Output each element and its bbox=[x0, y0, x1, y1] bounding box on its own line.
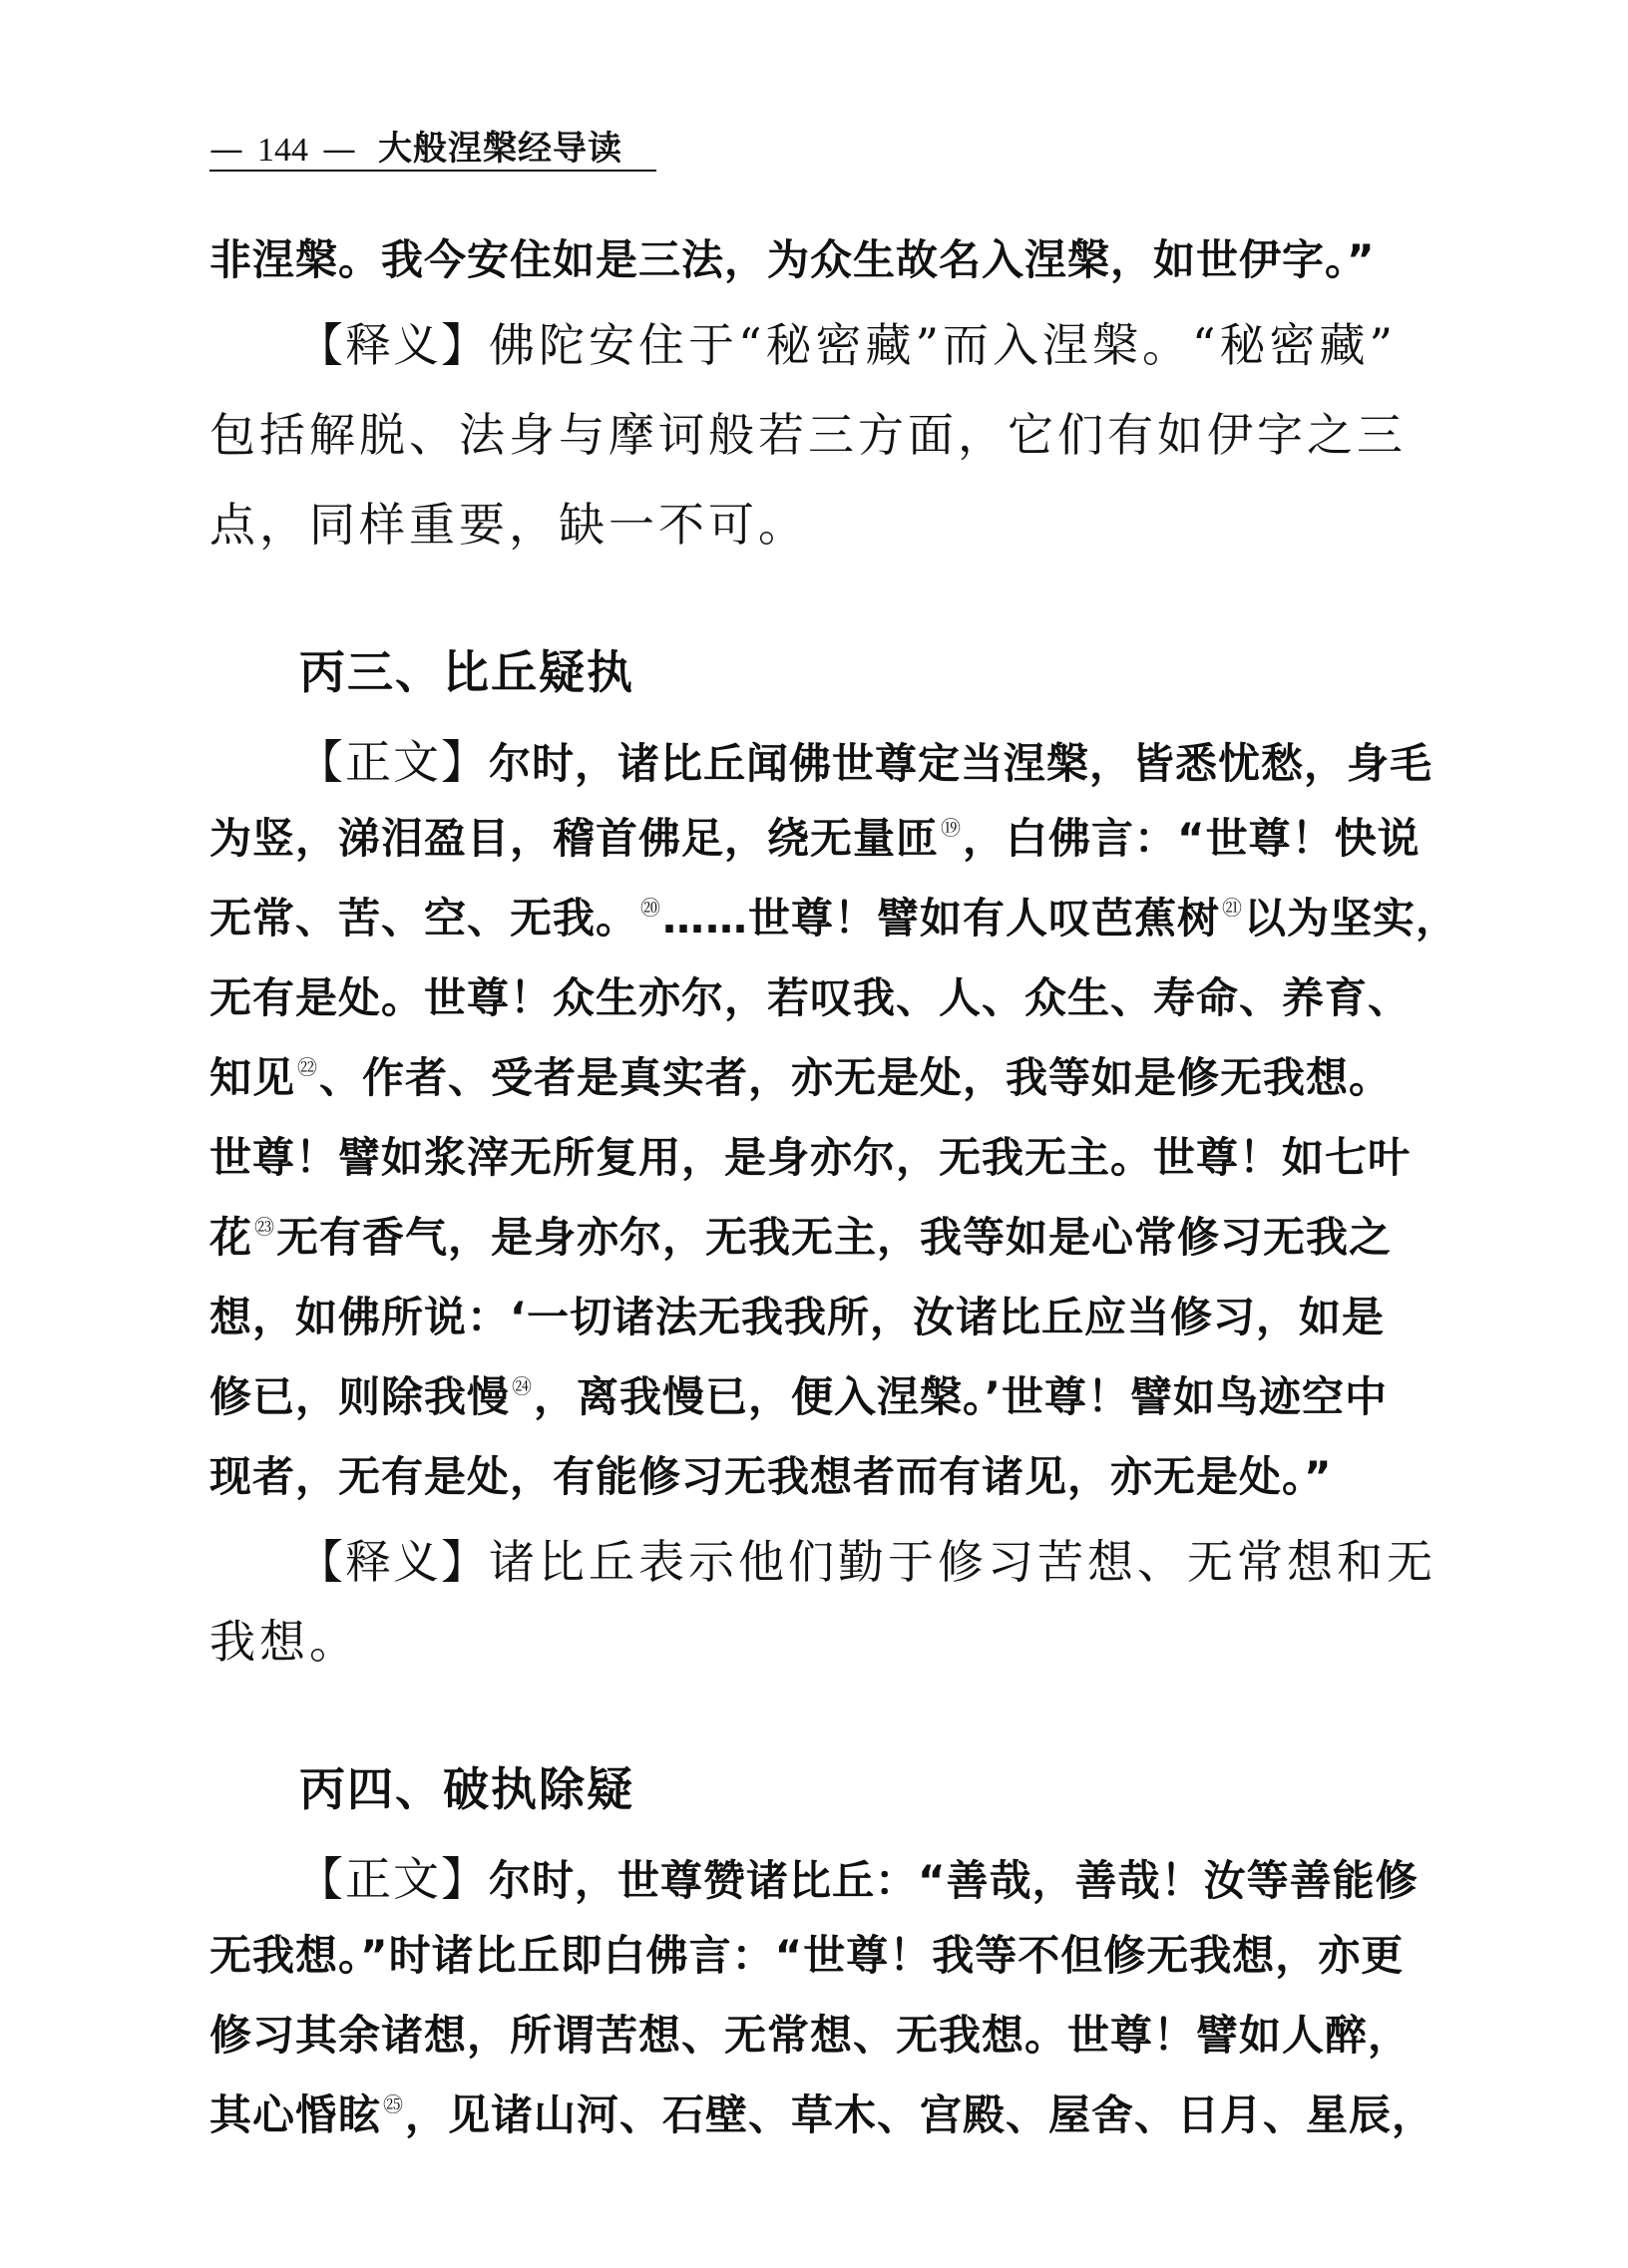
section3-line3: 无常、苦、空、无我。 ⑳……世尊！譬如有人叹芭蕉树 $^㉑$以为坚实， bbox=[209, 894, 1459, 943]
section3-line5: 知见 $^㉒$、作者、受者是真实者，亦无是处，我等如是修无我想。 bbox=[209, 1053, 1393, 1102]
shiyi1-line2: 包括解脱、法身与摩诃般若三方面，它们有如伊字之三 bbox=[209, 408, 1407, 462]
section4-line2: 无我想。”时诸比丘即白佛言：“世尊！我等不但修无我想，亦更 bbox=[209, 1931, 1405, 1980]
footnote-ref-22[interactable]: ㉒ bbox=[297, 1055, 318, 1079]
shiyi1-label: 【释义】 bbox=[297, 318, 489, 372]
section4-line3: 修习其余诸想，所谓苦想、无常想、无我想。世尊！譬如人醉， bbox=[209, 2011, 1412, 2060]
section3-line1: 【正文】尔时，诸比丘闻佛世尊定当涅槃，皆悉忧愁，身毛 bbox=[297, 735, 1433, 789]
book-title: 大般涅槃经导读 bbox=[378, 129, 622, 169]
header-dash-left: — bbox=[209, 130, 243, 170]
section3-line7: 花 $^㉓$无有香气，是身亦尔，无我无主，我等如是心常修习无我之 bbox=[209, 1213, 1393, 1262]
continuation-line: 非涅槃。我今安住如是三法，为众生故名入涅槃，如世伊字。” bbox=[209, 235, 1376, 284]
footnote-ref-20[interactable]: ⑳ bbox=[640, 896, 661, 920]
footnote-ref-21[interactable]: ㉑ bbox=[1222, 896, 1243, 920]
footnote-ref-25[interactable]: ㉕ bbox=[383, 2092, 404, 2116]
header-dash-right: — bbox=[322, 130, 356, 170]
section3-line10: 现者，无有是处，有能修习无我想者而有诸见，亦无是处。” bbox=[209, 1452, 1333, 1501]
section4-heading: 丙四、破执除疑 bbox=[299, 1762, 634, 1816]
section4-line4: 其心惛眩 $^㉕$，见诸山河、石壁、草木、宫殿、屋舍、日月、星辰， bbox=[209, 2090, 1435, 2139]
footnote-ref-23[interactable]: ㉓ bbox=[254, 1215, 275, 1239]
section3-heading: 丙三、比丘疑执 bbox=[299, 645, 634, 699]
running-header bbox=[209, 122, 622, 170]
section3-line4: 无有是处。世尊！众生亦尔，若叹我、人、众生、寿命、养育、 bbox=[209, 973, 1412, 1022]
section3-line6: 世尊！譬如浆滓无所复用，是身亦尔，无我无主。世尊！如七叶 bbox=[209, 1133, 1412, 1182]
section3-line8: 想，如佛所说：‘一切诸法无我我所，汝诸比丘应当修习，如是 bbox=[209, 1293, 1385, 1341]
section3-line9: 修已，则除我慢 $^㉔$，离我慢已，便入涅槃。’世尊！譬如鸟迹空中 bbox=[209, 1372, 1388, 1421]
header-rule bbox=[209, 170, 656, 172]
page-number: 144 bbox=[257, 132, 308, 169]
section4-line1: 【正文】尔时，世尊赞诸比丘：“善哉，善哉！汝等善能修 bbox=[297, 1852, 1419, 1906]
shiyi2-line1: 【释义】诸比丘表示他们勤于修习苦想、无常想和无 bbox=[297, 1535, 1436, 1589]
shiyi2-line2: 我想。 bbox=[209, 1615, 359, 1669]
shiyi2-label: 【释义】 bbox=[297, 1535, 489, 1589]
footnote-ref-19[interactable]: ⑲ bbox=[941, 816, 962, 840]
section4-label: 【正文】 bbox=[297, 1852, 489, 1906]
footnote-ref-24[interactable]: ㉔ bbox=[512, 1374, 533, 1398]
section3-label: 【正文】 bbox=[297, 735, 489, 789]
section3-line2: 为竖，涕泪盈目，稽首佛足，绕无量匝 ⑲，白佛言：“世尊！快说 bbox=[209, 814, 1421, 863]
shiyi1-line1: 【释义】佛陀安住于“秘密藏”而入涅槃。“秘密藏” bbox=[297, 318, 1398, 372]
shiyi1-line3: 点，同样重要，缺一不可。 bbox=[209, 498, 808, 552]
